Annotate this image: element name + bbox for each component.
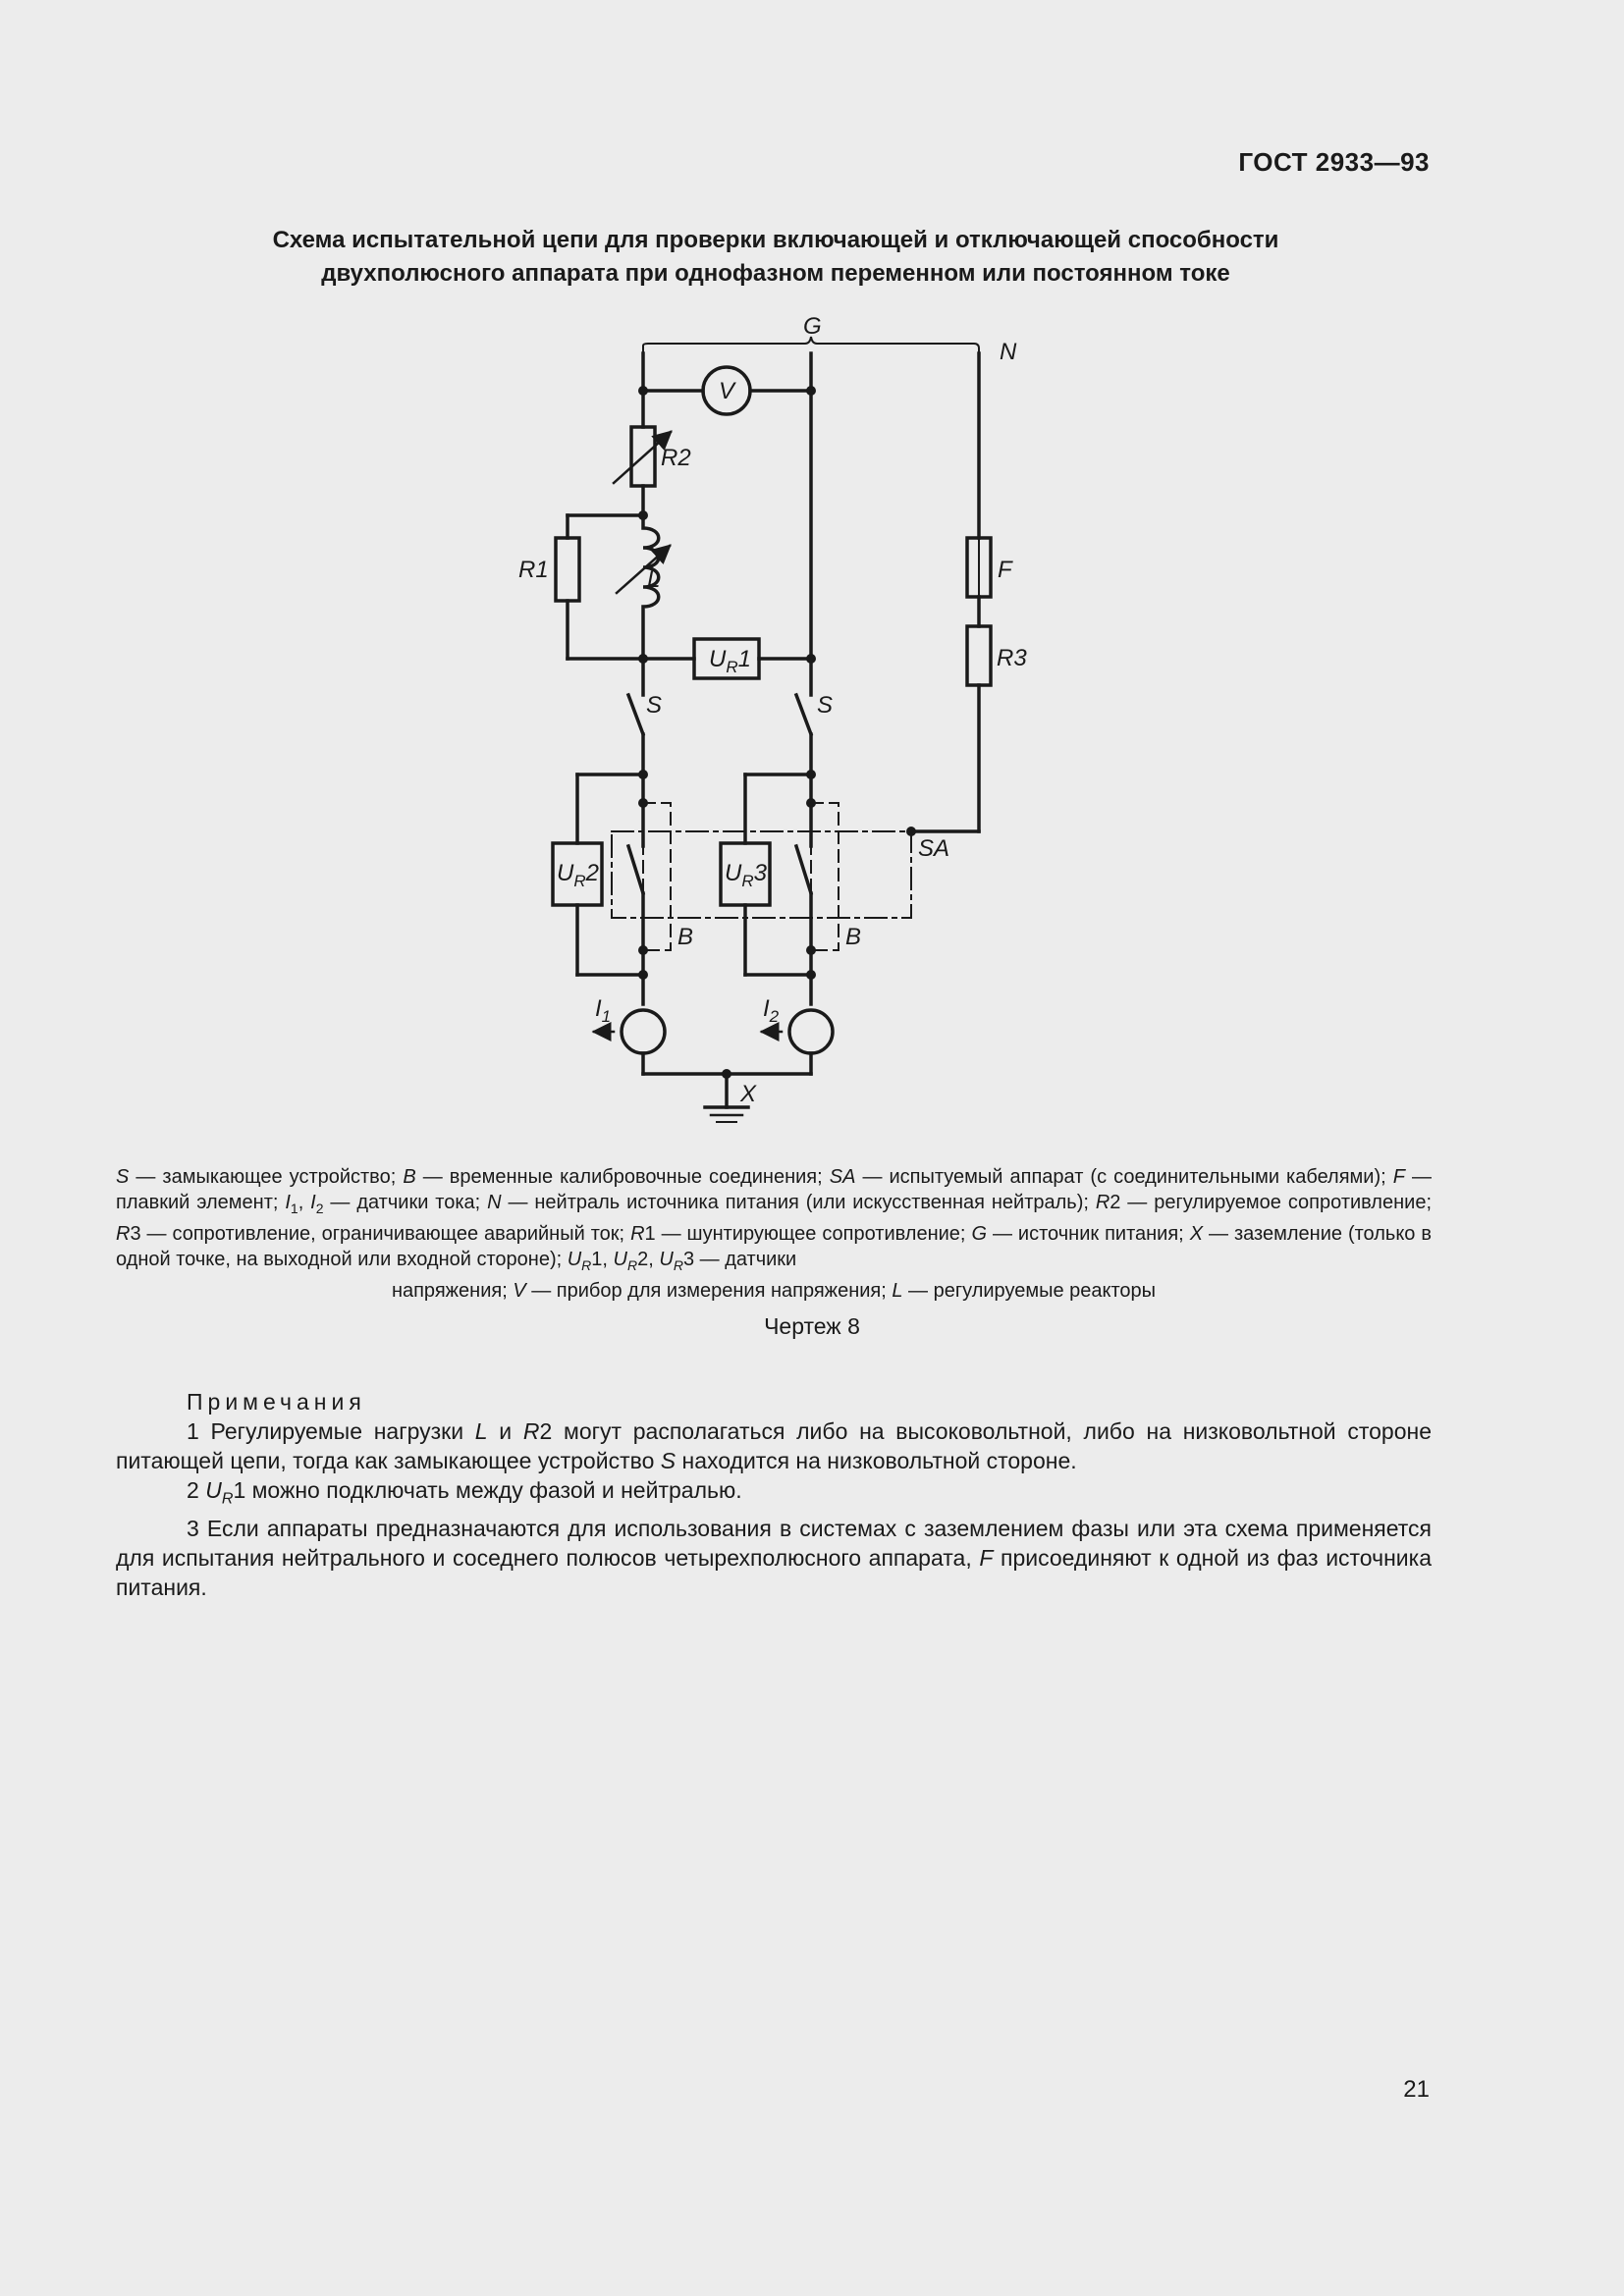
label-b-left: B bbox=[677, 924, 694, 950]
junction-dot bbox=[638, 654, 648, 664]
label-ur2: $U_R2$ bbox=[557, 860, 599, 890]
label-v: V bbox=[719, 378, 735, 404]
label-b-right: B bbox=[845, 924, 862, 950]
label-i1: $I_1$ bbox=[595, 995, 612, 1026]
label-n: N bbox=[1000, 339, 1017, 365]
label-ur3: $U_R3$ bbox=[725, 860, 767, 890]
notes-title: Примечания bbox=[187, 1389, 366, 1415]
label-s-left: S bbox=[646, 692, 663, 719]
note-3: 3 Если аппараты предназначаются для использования в системах с заземлением фазы или эта схема применяется для испытания нейтрального и соседнего полюсов четырехполюсного аппарата, F присоединяют к одной из фаз источника питания. bbox=[116, 1515, 1432, 1600]
label-r2 bbox=[661, 445, 691, 471]
label-l: L bbox=[647, 566, 661, 593]
junction-dot bbox=[806, 970, 816, 980]
junction-dot bbox=[722, 1069, 731, 1079]
s-switch-right bbox=[796, 695, 811, 734]
junction-dot bbox=[638, 510, 648, 520]
s-switch-left bbox=[628, 695, 643, 734]
drawing-caption: Чертеж 8 bbox=[764, 1313, 860, 1339]
figure-legend: S — замыкающее устройство; B — временные калибровочные соединения; SA — испытуемый аппарат (с соединительными кабелями); F — плавкий элемент; $I_1$, $I_2$ — датчики тока; N — нейтраль источника питания (или искусственная нейтраль); R2 — регулируемое сопротивление; R3 — сопротивление, ограничивающее аварийный ток; R1 — шунтирующее сопротивление; G — источник питания; X — заземление (только в одной точке, на выходной или входной стороне); $U_R1$, $U_R2$, $U_R3$ — датчики напряжения; V — прибор для измерения напряжения; L — регулируемые реакторы bbox=[116, 1166, 1433, 1302]
junction-dot bbox=[806, 386, 816, 396]
label-i2: $I_2$ bbox=[763, 995, 780, 1026]
i1-sensor bbox=[622, 1010, 665, 1053]
junction-dot bbox=[638, 386, 648, 396]
junction-dot bbox=[638, 770, 648, 779]
b-link-left bbox=[643, 803, 671, 950]
i2-sensor bbox=[789, 1010, 833, 1053]
sa-switch-left bbox=[628, 846, 643, 893]
label-f: F bbox=[998, 557, 1012, 583]
junction-dot bbox=[806, 770, 816, 779]
label-s-right: S bbox=[817, 692, 834, 719]
label-r2-text: R2 bbox=[661, 445, 691, 471]
junction-dot bbox=[806, 798, 816, 808]
label-ur1: $U_R1$ bbox=[709, 646, 751, 676]
notes-section bbox=[116, 1387, 1432, 1602]
legend-last-line: напряжения; V — прибор для измерения напряжения; L — регулируемые реакторы bbox=[391, 1280, 1157, 1302]
label-r3: R3 bbox=[997, 645, 1027, 671]
page-number: 21 bbox=[1403, 2076, 1430, 2103]
r3-resistor bbox=[967, 626, 991, 685]
label-sa: SA bbox=[918, 835, 950, 862]
r1-resistor bbox=[556, 538, 579, 601]
junction-dot bbox=[806, 654, 816, 664]
label-x: X bbox=[740, 1081, 757, 1107]
figure-title-line-2: двухполюсного аппарата при однофазном переменном или постоянном токе bbox=[321, 260, 1230, 287]
junction-dot bbox=[638, 945, 648, 955]
figure-title-line-1: Схема испытательной цепи для проверки включающей и отключающей способности bbox=[272, 227, 1279, 253]
junction-dot bbox=[638, 970, 648, 980]
label-r1: R1 bbox=[518, 557, 549, 583]
document-header: ГОСТ 2933—93 bbox=[1238, 147, 1430, 177]
note-2: 2 $U_R1$ можно подключать между фазой и нейтралью. bbox=[187, 1477, 742, 1508]
note-1: 1 Регулируемые нагрузки L и R2 могут располагаться либо на высоковольтной, либо на низковольтной стороне питающей цепи, тогда как замыкающее устройство S находится на низковольтной стороне. bbox=[116, 1418, 1432, 1473]
b-link-right bbox=[811, 803, 839, 950]
junction-dot bbox=[906, 827, 916, 836]
junction-dot bbox=[806, 945, 816, 955]
sa-switch-right bbox=[796, 846, 811, 893]
label-g: G bbox=[803, 313, 822, 340]
junction-dot bbox=[638, 798, 648, 808]
